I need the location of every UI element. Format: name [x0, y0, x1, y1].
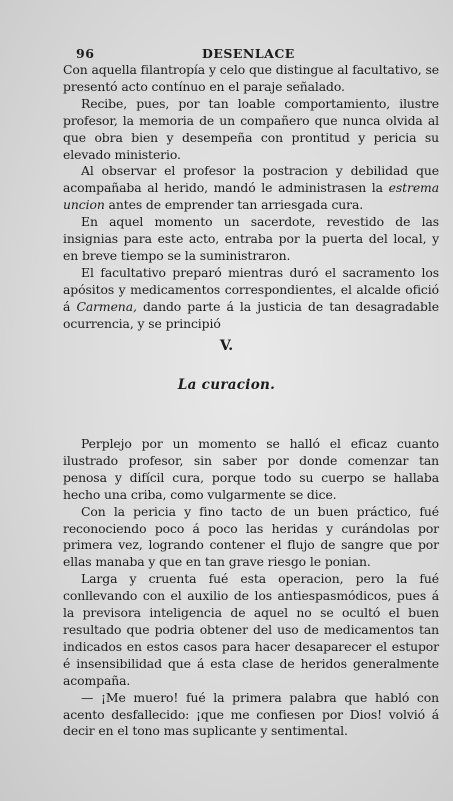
- paragraph: — ¡Me muero! fué la primera palabra que habló con acento desfallecido: ¡que me confiesen por Dios! volvió á decir en el tono mas suplicante y sentimental.: [63, 689, 439, 739]
- paragraph: Perplejo por un momento se halló el eficaz cuanto ilustrado profesor, sin saber por donde comenzar tan penosa y difícil cura, porque todo su cuerpo se hallaba hecho una criba, como vulgarmente se dice.: [63, 436, 439, 502]
- paragraph: Larga y cruenta fué esta operacion, pero la fué conllevando con el auxilio de los antiespasmódicos, pues á la previsora inteligencia de aquel no se ocultó el buen resultado que podria obtener del uso de medicamentos tan indicados en estos casos para hacer desaparecer el estupor é insensibilidad que á esta clase de heridos generalmente acompaña.: [63, 571, 439, 688]
- text-block-top: [63, 62, 439, 333]
- paragraph: Con aquella filantropía y celo que distingue al facultativo, se presentó acto contínuo en el paraje señalado.: [63, 62, 439, 94]
- paragraph: En aquel momento un sacerdote, revestido de las insignias para este acto, entraba por la puerta del local, y en breve tiempo se la suministraron.: [63, 214, 439, 263]
- text-block-bottom: [63, 436, 439, 740]
- italic-phrase: estrema uncion: [63, 180, 439, 213]
- chapter-title: La curacion.: [177, 377, 276, 393]
- paragraph-text: dando parte á la justicia de tan desagradable ocurrencia, y se principió: [63, 298, 439, 331]
- page-number: 96: [76, 46, 95, 61]
- paragraph: [63, 163, 439, 214]
- paragraph-text: Al observar el profesor la postracion y debilidad que acompañaba al herido, mandó le administrasen la: [63, 163, 439, 196]
- paragraph: Recibe, pues, por tan loable comportamiento, ilustre profesor, la memoria de un compañero que nunca olvida al que obra bien y desempeña con prontitud y pericia su elevado ministerio.: [63, 95, 439, 162]
- chapter-number: V.: [219, 338, 234, 354]
- paragraph: Con la pericia y fino tacto de un buen práctico, fué reconociendo poco á poco las heridas y curándolas por primera vez, logrando contener el flujo de sangre que por ellas manaba y que en tan grave riesgo le ponian.: [63, 503, 439, 570]
- paragraph: [63, 265, 439, 333]
- italic-phrase: Carmena,: [76, 298, 137, 314]
- paragraph-text: antes de emprender tan arriesgada cura.: [104, 197, 364, 213]
- running-header: [76, 46, 419, 62]
- paragraph-text: El facultativo preparó mientras duró el sacramento los apósitos y medicamentos correspondientes, el alcalde ofició á: [63, 264, 439, 314]
- running-title: DESENLACE: [202, 46, 295, 61]
